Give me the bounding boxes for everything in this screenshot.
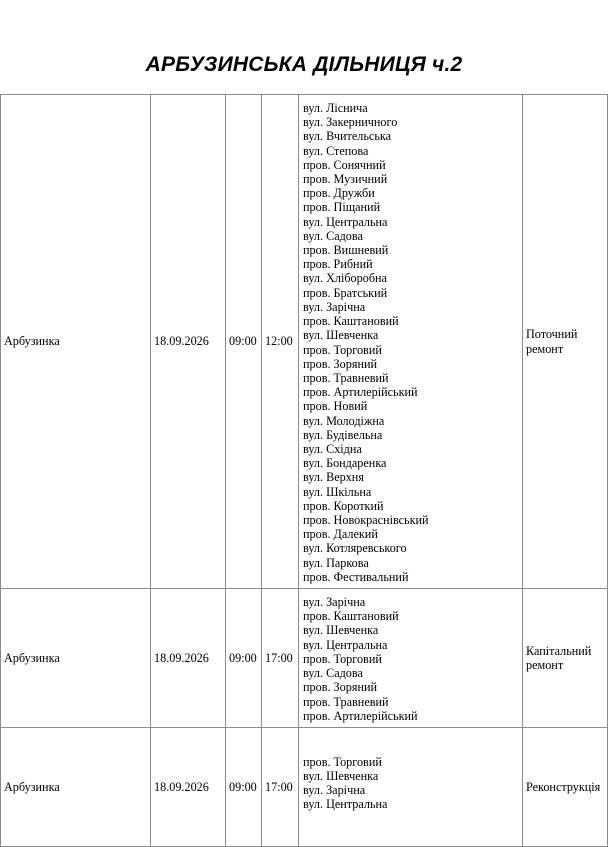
start-time-cell: 09:00 xyxy=(226,589,262,728)
street-item: пров. Братський xyxy=(303,285,388,300)
street-item: вул. Центральна xyxy=(303,637,388,652)
table-row xyxy=(1,589,608,728)
street-item: пров. Артилерійський xyxy=(303,385,418,400)
locality-cell: Арбузинка xyxy=(1,728,151,847)
street-item: пров. Сонячний xyxy=(303,157,386,172)
street-item: пров. Торговий xyxy=(303,342,382,357)
locality-cell: Арбузинка xyxy=(1,589,151,728)
start-time-cell: 09:00 xyxy=(226,95,262,589)
street-item: пров. Музичний xyxy=(303,172,388,187)
streets-cell xyxy=(299,728,523,847)
outage-schedule-table xyxy=(0,94,608,847)
street-item: пров. Вишневий xyxy=(303,243,389,258)
street-item: вул. Садова xyxy=(303,666,363,681)
start-time-cell: 09:00 xyxy=(226,728,262,847)
street-item: вул. Молодіжна xyxy=(303,413,385,428)
street-item: пров. Фестивальний xyxy=(303,569,409,584)
work-type-cell: Реконструкція xyxy=(523,728,608,847)
street-item: пров. Короткий xyxy=(303,498,384,513)
work-type-cell: Капітальний ремонт xyxy=(523,589,608,728)
street-item: пров. Зоряний xyxy=(303,356,378,371)
street-item: пров. Новий xyxy=(303,399,368,414)
street-item: пров. Новокраснівський xyxy=(303,512,429,527)
locality-cell: Арбузинка xyxy=(1,95,151,589)
end-time-cell: 17:00 xyxy=(262,728,299,847)
streets-cell xyxy=(299,589,523,728)
street-item: вул. Зарічна xyxy=(303,299,366,314)
date-cell: 18.09.2026 xyxy=(151,728,226,847)
table-row xyxy=(1,728,608,847)
page-title: АРБУЗИНСЬКА ДІЛЬНИЦЯ ч.2 xyxy=(145,53,463,76)
street-item: пров. Дружби xyxy=(303,186,375,201)
street-item: вул. Зарічна xyxy=(303,595,366,610)
street-item: вул. Степова xyxy=(303,143,369,158)
street-item: вул. Закерничного xyxy=(303,115,398,130)
street-item: вул. Східна xyxy=(303,441,362,456)
street-item: вул. Шевченка xyxy=(303,623,379,638)
street-item: вул. Садова xyxy=(303,228,363,243)
table-row xyxy=(1,95,608,589)
street-item: пров. Травневий xyxy=(303,694,389,709)
street-item: вул. Верхня xyxy=(303,470,364,485)
date-cell: 18.09.2026 xyxy=(151,95,226,589)
street-item: пров. Зоряний xyxy=(303,680,378,695)
street-item: вул. Паркова xyxy=(303,555,369,570)
street-item: пров. Артилерійський xyxy=(303,708,418,723)
street-item: пров. Рибний xyxy=(303,257,373,272)
street-item: вул. Шевченка xyxy=(303,768,379,783)
street-item: вул. Бондаренка xyxy=(303,456,387,471)
street-item: пров. Далекий xyxy=(303,527,378,542)
street-item: пров. Каштановий xyxy=(303,609,399,624)
street-item: вул. Шкільна xyxy=(303,484,372,499)
street-item: пров. Травневий xyxy=(303,370,389,385)
street-item: вул. Зарічна xyxy=(303,783,366,797)
end-time-cell: 17:00 xyxy=(262,589,299,728)
street-item: вул. Ліснича xyxy=(303,101,368,116)
street-item: пров. Торговий xyxy=(303,651,382,666)
street-item: вул. Центральна xyxy=(303,797,388,812)
street-item: вул. Будівельна xyxy=(303,427,383,442)
street-item: вул. Вчительська xyxy=(303,129,392,144)
street-item: пров. Піщаний xyxy=(303,200,381,215)
street-item: вул. Котляревського xyxy=(303,541,407,556)
date-cell: 18.09.2026 xyxy=(151,589,226,728)
end-time-cell: 12:00 xyxy=(262,95,299,589)
street-item: вул. Хліборобна xyxy=(303,271,387,286)
street-item: вул. Центральна xyxy=(303,214,388,229)
street-item: пров. Каштановий xyxy=(303,314,399,329)
street-item: пров. Торговий xyxy=(303,754,382,769)
streets-cell xyxy=(299,95,523,589)
work-type-cell: Поточний ремонт xyxy=(523,95,608,589)
street-item: вул. Шевченка xyxy=(303,328,379,343)
